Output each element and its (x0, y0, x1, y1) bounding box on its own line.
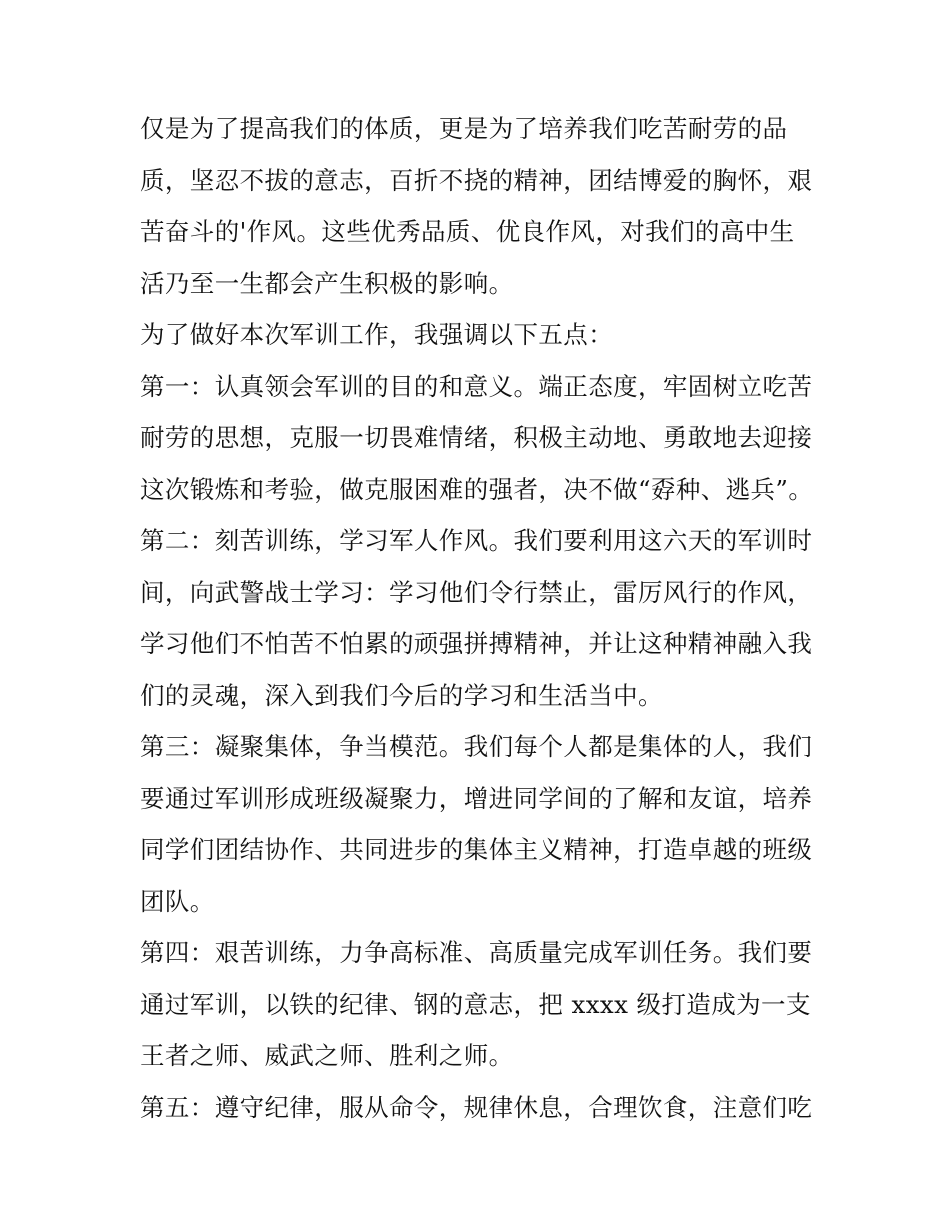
text-line: 第五：遵守纪律，服从命令，规律休息，合理饮食，注意们吃 (140, 1092, 813, 1122)
text-line: 间，向武警战士学习：学习他们令行禁止，雷厉风行的作风， (140, 577, 813, 607)
text-line: 同学们团结协作、共同进步的集体主义精神，打造卓越的班级 (140, 835, 813, 864)
text-line: 第二：刻苦训练，学习军人作风。我们要利用这六天的军训时 (140, 526, 813, 555)
text-line: 们的灵魂，深入到我们今后的学习和生活当中。 (140, 680, 663, 710)
text-line: 这次锻炼和考验，做克服困难的强者，决不做“孬种、逃兵”。 (140, 474, 814, 504)
text-line: 质，坚忍不拔的意志，百折不挠的精神，团结博爱的胸怀，艰 (140, 165, 813, 195)
text-line: 耐劳的思想，克服一切畏难情绪，积极主动地、勇敢地去迎接 (140, 423, 813, 452)
body-text (140, 103, 820, 1133)
text-line: 学习他们不怕苦不怕累的顽强拼搏精神，并让这种精神融入我 (140, 629, 813, 658)
text-line: 苦奋斗的'作风。这些优秀品质、优良作风，对我们的高中生 (140, 217, 795, 246)
text-line: 仅是为了提高我们的体质，更是为了培养我们吃苦耐劳的品 (140, 114, 788, 143)
text-line: 为了做好本次军训工作，我强调以下五点： (140, 320, 614, 349)
text-line: 活乃至一生都会产生积极的影响。 (140, 268, 514, 298)
text-line: 第四：艰苦训练，力争高标准、高质量完成军训任务。我们要 (140, 938, 813, 967)
text-line: 王者之师、威武之师、胜利之师。 (140, 1041, 514, 1070)
text-line: 通过军训，以铁的纪律、钢的意志，把 xxxx 级打造成为一支 (140, 989, 811, 1019)
text-line: 团队。 (140, 886, 215, 916)
text-line: 要通过军训形成班级凝聚力，增进同学间的了解和友谊，培养 (140, 783, 813, 813)
text-line: 第一：认真领会军训的目的和意义。端正态度，牢固树立吃苦 (140, 371, 813, 401)
text-line: 第三：凝聚集体，争当模范。我们每个人都是集体的人，我们 (140, 732, 813, 761)
